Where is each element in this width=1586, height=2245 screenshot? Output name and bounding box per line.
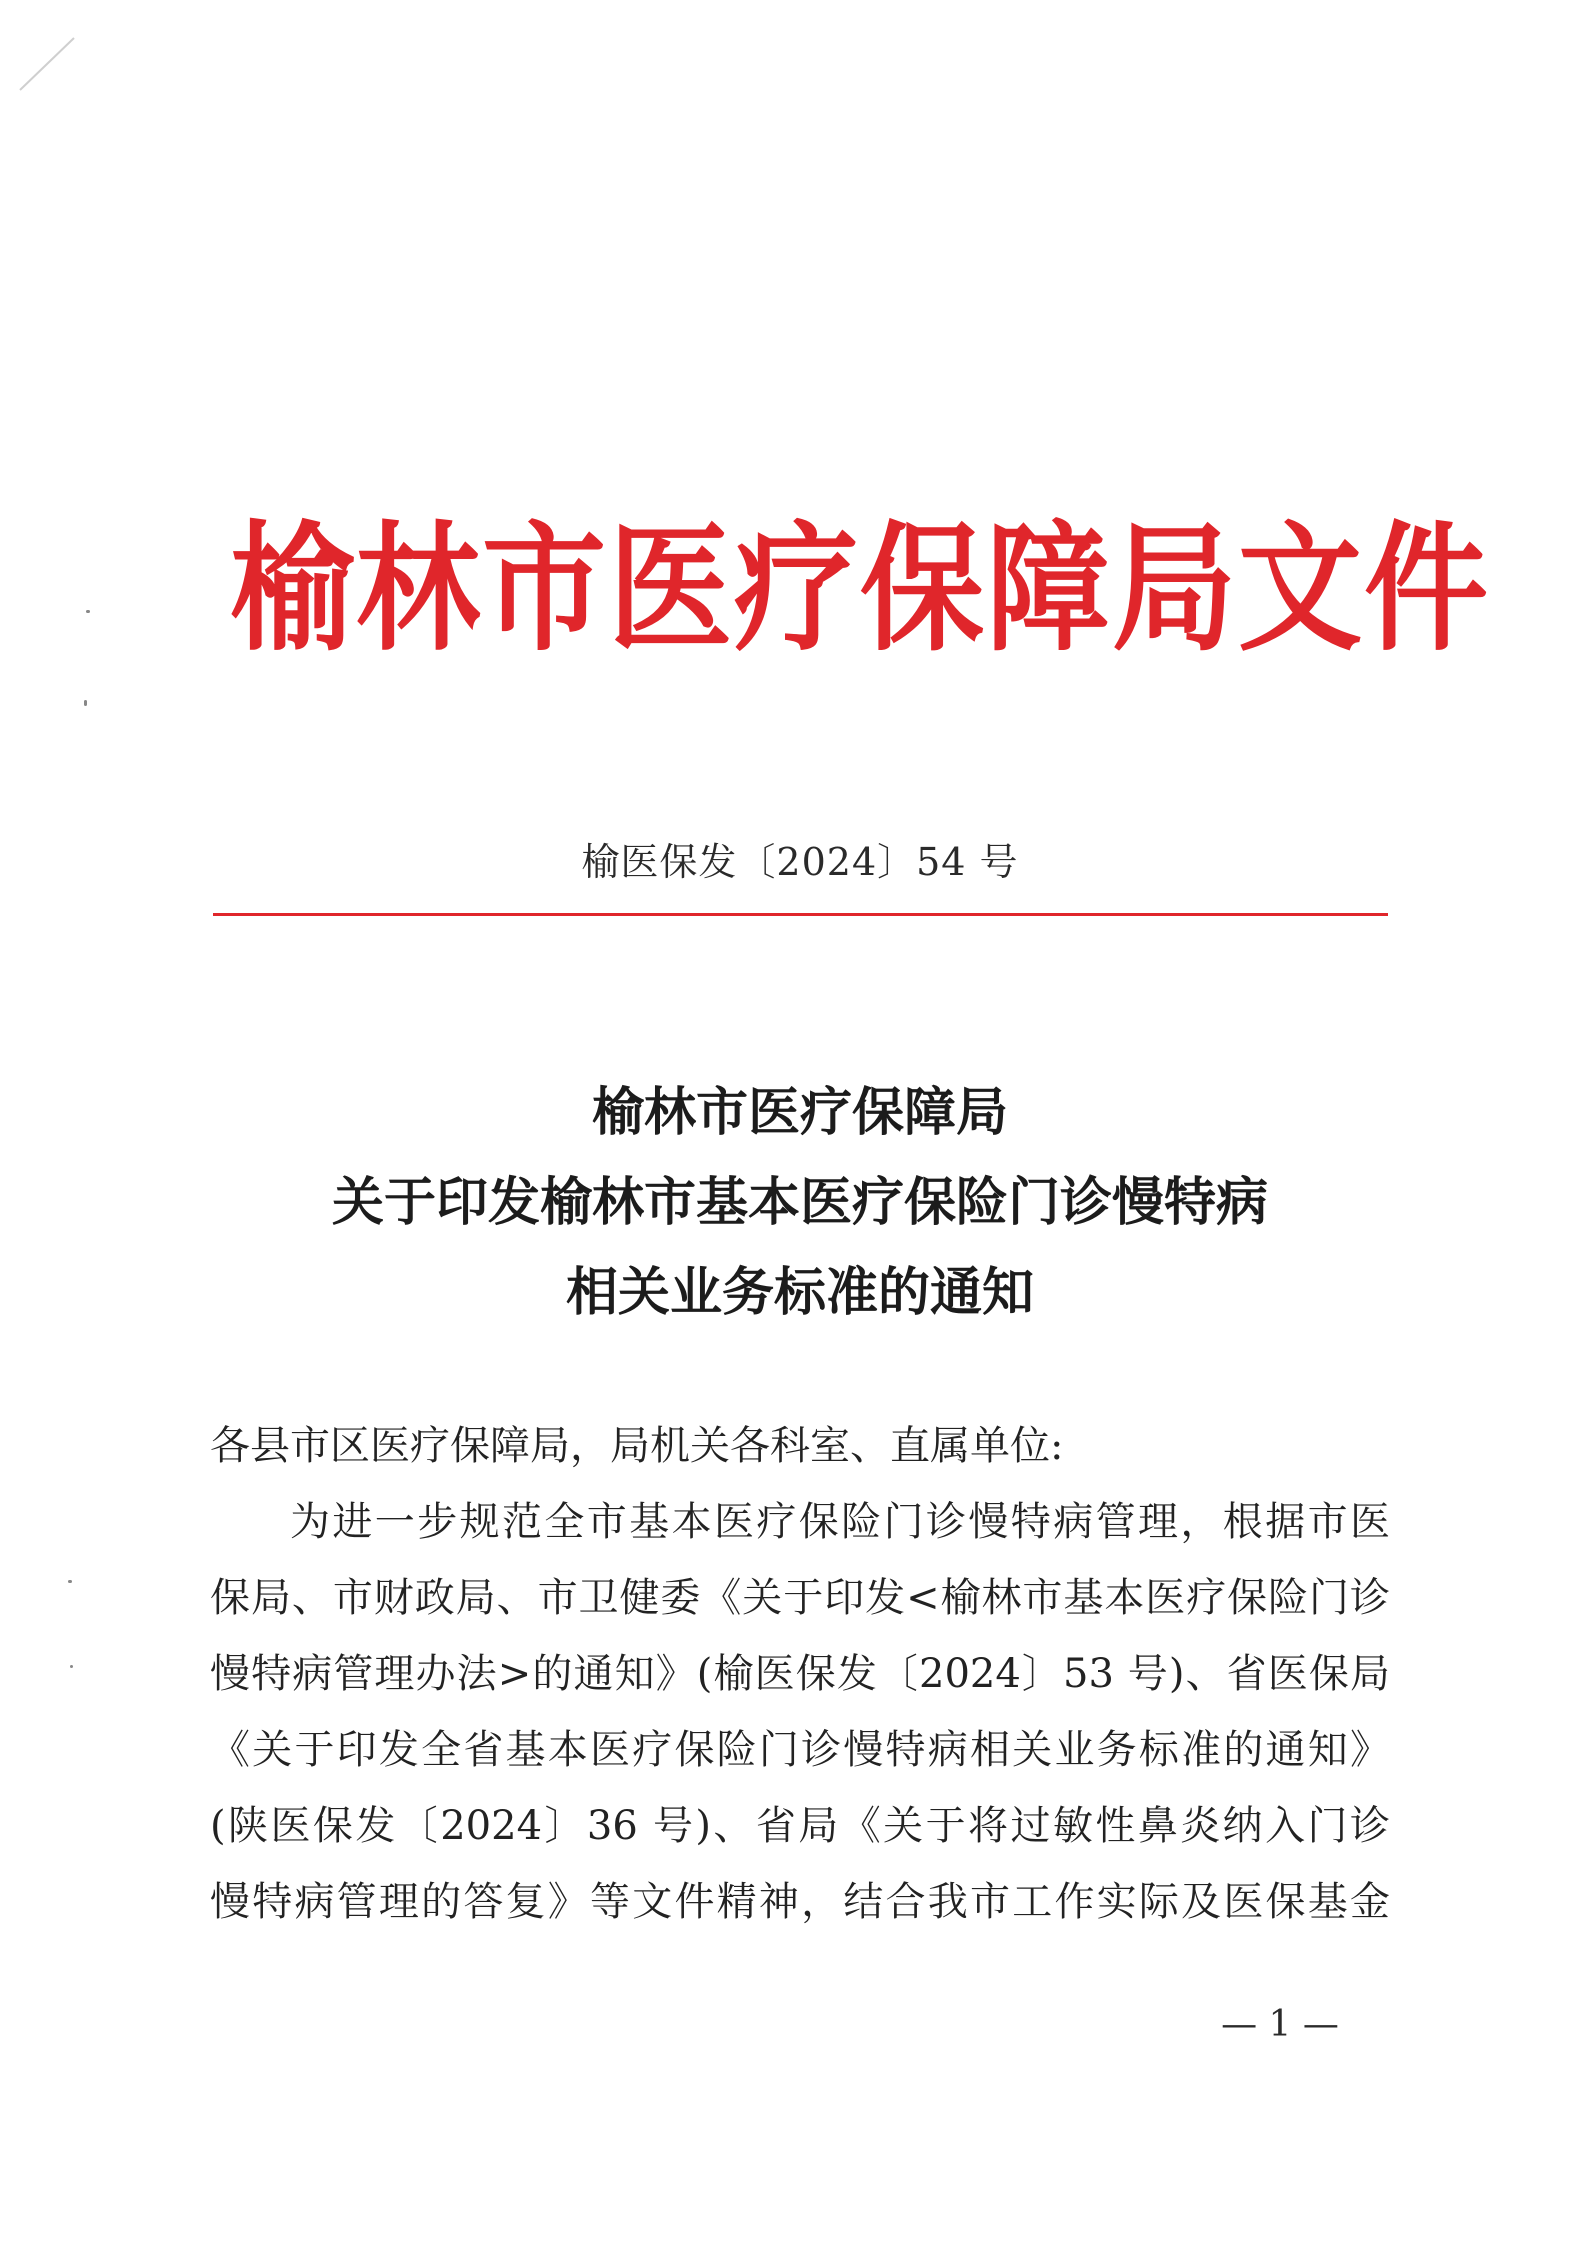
scan-speck — [70, 1665, 73, 1668]
scan-speck — [68, 1580, 72, 1583]
page-number: — 1 — — [1221, 2004, 1339, 2045]
scan-speck — [84, 700, 87, 706]
body-line: 慢特病管理的答复》等文件精神，结合我市工作实际及医保基金 — [210, 1879, 1390, 1925]
document-masthead: 榆林市医疗保障局文件 — [230, 509, 1491, 671]
scan-speck — [86, 610, 90, 613]
body-line: 保局、市财政局、市卫健委《关于印发<榆林市基本医疗保险门诊 — [210, 1575, 1390, 1621]
body-line: (陕医保发〔2024〕36 号)、省局《关于将过敏性鼻炎纳入门诊 — [210, 1803, 1390, 1849]
title-line: 榆林市医疗保障局 — [591, 1082, 1008, 1143]
document-body — [210, 1408, 1390, 1940]
title-line: 关于印发榆林市基本医疗保险门诊慢特病 — [331, 1172, 1268, 1233]
salutation-line: 各县市区医疗保障局，局机关各科室、直属单位: — [210, 1423, 1064, 1469]
body-line: 慢特病管理办法>的通知》(榆医保发〔2024〕53 号)、省医保局 — [210, 1651, 1390, 1697]
body-line: 为进一步规范全市基本医疗保险门诊慢特病管理，根据市医 — [290, 1499, 1390, 1545]
document-number: 榆医保发〔2024〕54 号 — [581, 840, 1019, 884]
body-line: 《关于印发全省基本医疗保险门诊慢特病相关业务标准的通知》 — [210, 1727, 1390, 1773]
title-line: 相关业务标准的通知 — [565, 1262, 1034, 1323]
masthead-divider — [213, 913, 1388, 916]
scan-corner-mark — [12, 28, 82, 98]
document-title — [200, 1068, 1400, 1338]
